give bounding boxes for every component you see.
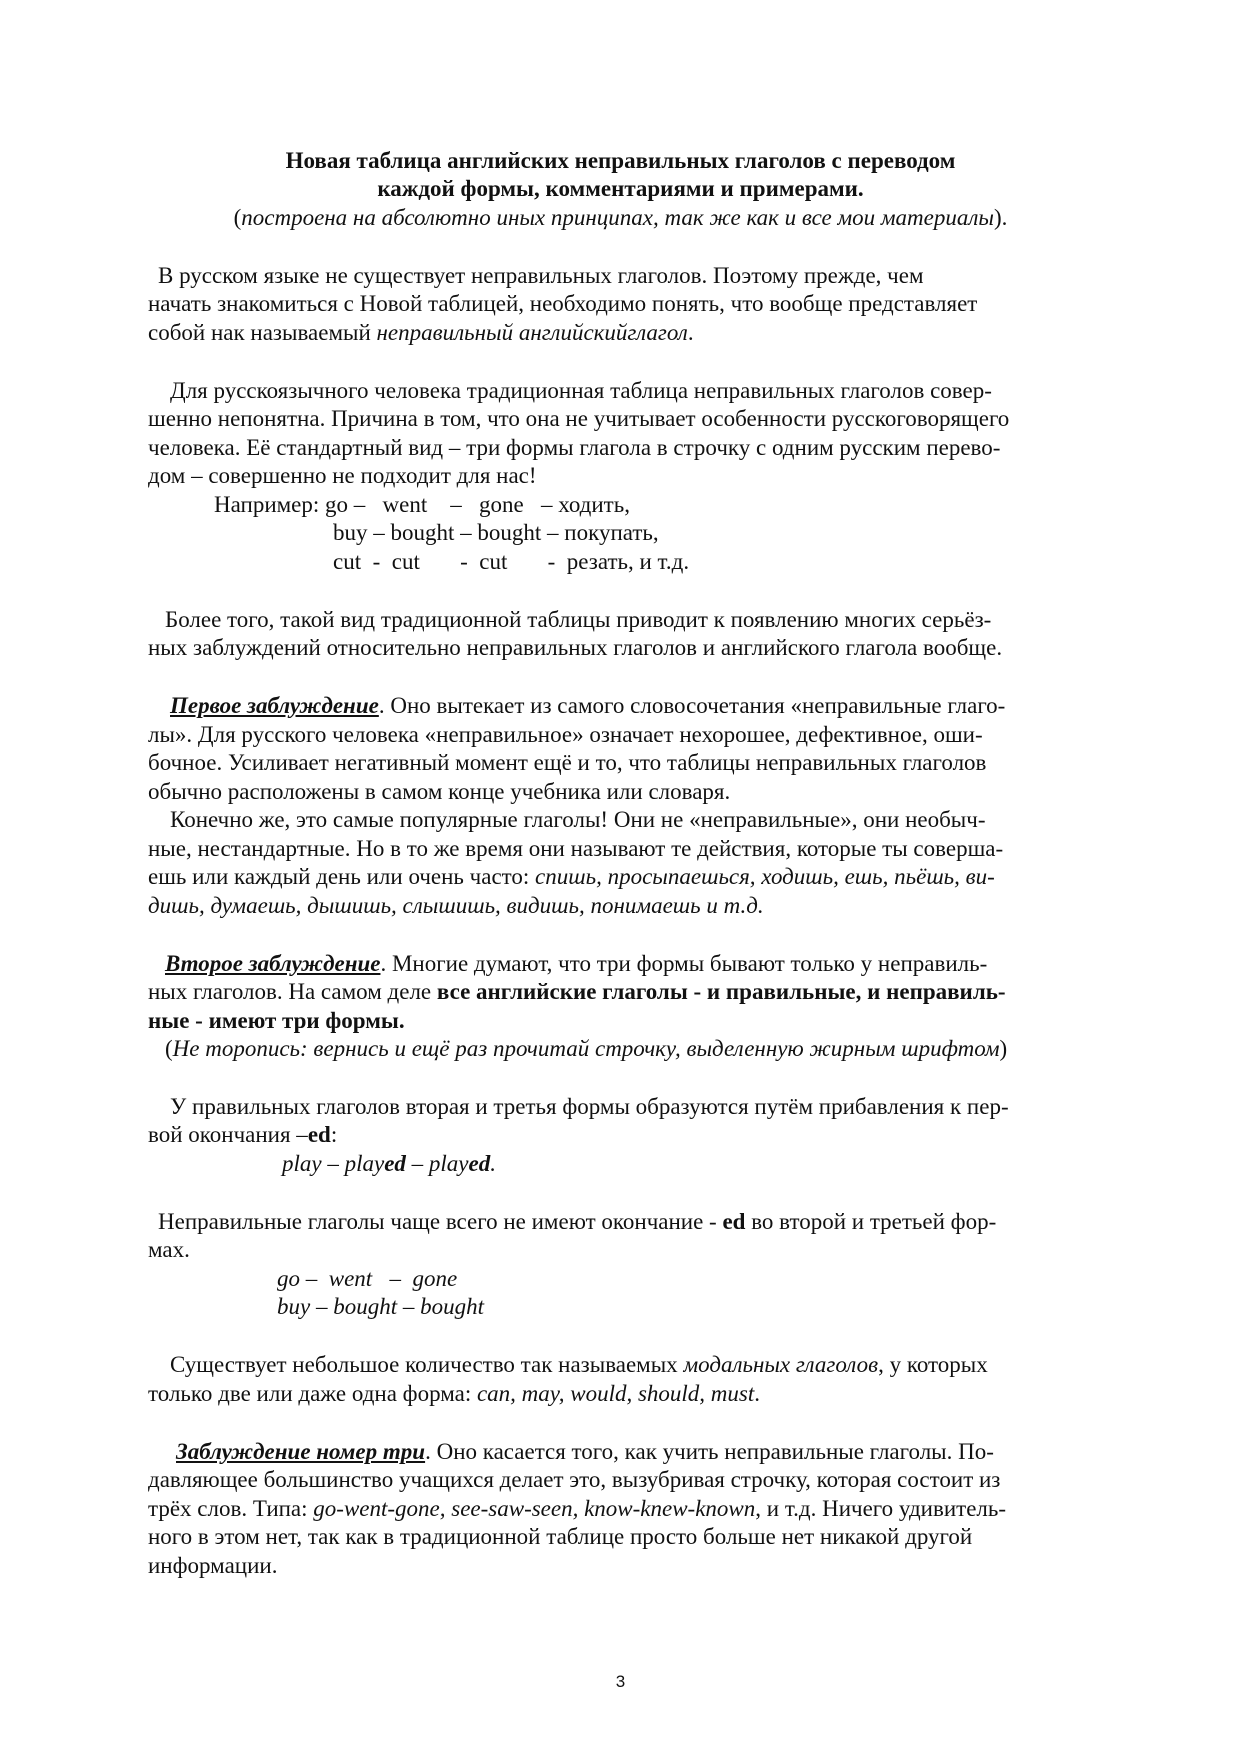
p4-line-3: бочное. Усиливает негативный момент ещё и то, что таблицы неправильных глаголов [148, 750, 987, 775]
p7-line-1: Неправильные глаголы чаще всего не имеют окончание - ed во второй и третьей фор- [158, 1209, 997, 1234]
p2-line-3: человека. Её стандартный вид – три формы глагола в строчку с одним русским перево- [148, 435, 1001, 460]
p1-line-2: начать знакомиться с Новой таблицей, необходимо понять, что вообще представляет [148, 291, 978, 316]
p2-line-2: шенно непонятна. Причина в том, что она не учитывает особенности русскоговорящего [148, 406, 1010, 431]
page-number: 3 [615, 1672, 626, 1691]
example-buy: buy – bought – bought – покупать, [333, 520, 659, 545]
title-line-1: Новая таблица английских неправильных глаголов с переводом [285, 148, 956, 173]
title-line-2: каждой формы, комментариями и примерами. [377, 176, 864, 201]
p9-line-4: ного в этом нет, так как в традиционной таблице просто больше нет никакой другой [148, 1524, 973, 1549]
p1-line-3: собой нак называемый неправильный английскийглагол. [148, 320, 694, 345]
p5-line-4: (Не торопись: вернись и ещё раз прочитай строчку, выделенную жирным шрифтом) [165, 1036, 1008, 1061]
p4-line-4: обычно расположены в самом конце учебника или словаря. [148, 779, 731, 804]
example-cut: cut - cut - cut - резать, и т.д. [333, 549, 690, 574]
p4-line-7: ешь или каждый день или очень часто: спишь, просыпаешься, ходишь, ешь, пьёшь, ви- [148, 864, 995, 889]
p5-line-1: Второе заблуждение. Многие думают, что три формы бывают только у неправиль- [165, 951, 988, 976]
p1-line-1: В русском языке не существует неправильных глаголов. Поэтому прежде, чем [158, 263, 924, 288]
p3-line-2: ных заблуждений относительно неправильных глаголов и английского глагола вообще. [148, 635, 1003, 660]
example-play: play – played – played. [282, 1151, 496, 1176]
p3-line-1: Более того, такой вид традиционной таблицы приводит к появлению многих серьёз- [165, 607, 992, 632]
first-misconception-heading: Первое заблуждение [170, 693, 379, 718]
p7-line-2: мах. [148, 1237, 190, 1262]
p4-line-8: дишь, думаешь, дышишь, слышишь, видишь, понимаешь и т.д. [148, 893, 764, 918]
example-go-italic: go – went – gone [277, 1266, 458, 1291]
p5-line-3: ные - имеют три формы. [148, 1008, 405, 1033]
p4-line-6: ные, нестандартные. Но в то же время они называют те действия, которые ты соверша- [148, 836, 1004, 861]
subtitle: (построена на абсолютно иных принципах, так же как и все мои материалы). [233, 205, 1008, 230]
example-go: Например: go – went – gone – ходить, [214, 492, 630, 517]
p4-line-2: лы». Для русского человека «неправильное» означает нехорошее, дефективное, оши- [148, 722, 983, 747]
p2-line-4: дом – совершенно не подходит для нас! [148, 463, 537, 488]
p9-line-5: информации. [148, 1553, 278, 1578]
p8-line-2: только две или даже одна форма: can, may, would, should, must. [148, 1381, 760, 1406]
p9-line-1: Заблуждение номер три. Оно касается того, как учить неправильные глаголы. По- [176, 1439, 994, 1464]
p9-line-2: давляющее большинство учащихся делает это, вызубривая строчку, которая состоит из [148, 1467, 1001, 1492]
example-buy-italic: buy – bought – bought [277, 1294, 484, 1319]
p5-line-2: ных глаголов. На самом деле все английские глаголы - и правильные, и неправиль- [148, 979, 1006, 1004]
third-misconception-heading: Заблуждение номер три [176, 1439, 426, 1464]
p6-line-1: У правильных глаголов вторая и третья формы образуются путём прибавления к пер- [170, 1094, 1009, 1119]
p4-line-1: Первое заблуждение. Оно вытекает из самого словосочетания «неправильные глаго- [170, 693, 1006, 718]
p6-line-2: вой окончания –ed: [148, 1122, 338, 1147]
p9-line-3: трёх слов. Типа: go-went-gone, see-saw-seen, know-knew-known, и т.д. Ничего удивитель- [148, 1496, 1007, 1521]
p8-line-1: Существует небольшое количество так называемых модальных глаголов, у которых [170, 1352, 988, 1377]
p2-line-1: Для русскоязычного человека традиционная таблица неправильных глаголов совер- [170, 378, 992, 403]
second-misconception-heading: Второе заблуждение [165, 951, 381, 976]
p4-line-5: Конечно же, это самые популярные глаголы! Они не «неправильные», они необыч- [170, 807, 986, 832]
